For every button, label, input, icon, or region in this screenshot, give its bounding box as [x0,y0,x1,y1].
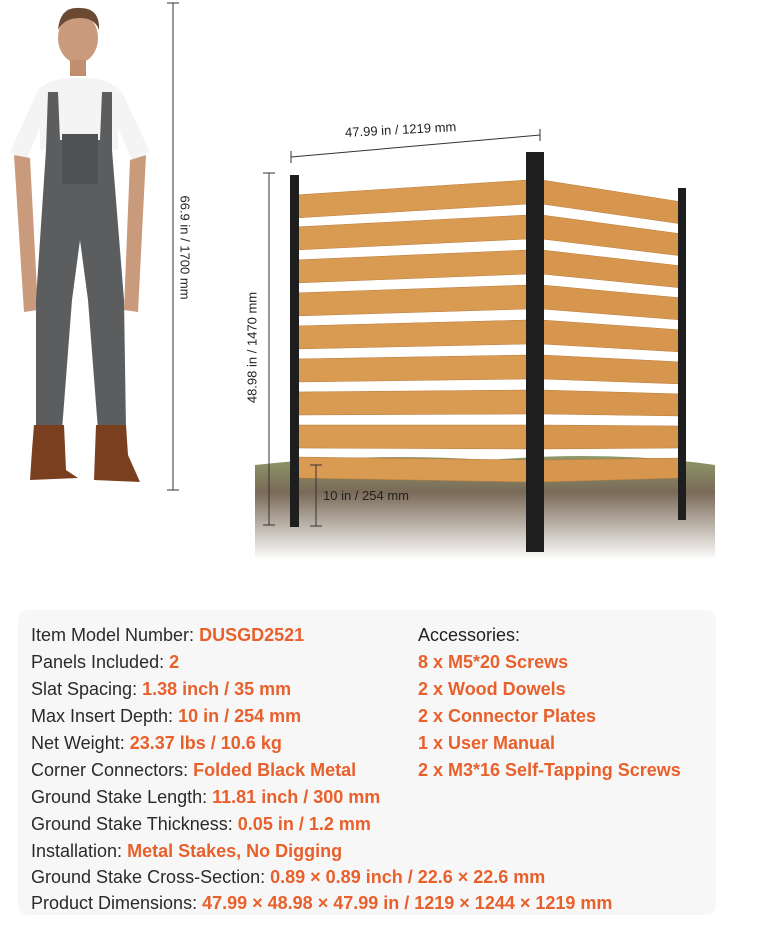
spec-row: Product Dimensions: 47.99 × 48.98 × 47.99 in / 1219 × 1244 × 1219 mm [31,893,613,913]
spec-row: Panels Included: 2 [31,652,180,672]
spec-row: Installation: Metal Stakes, No Digging [31,841,343,861]
insert-depth-label: 10 in / 254 mm [323,488,409,503]
specs-panel [18,610,716,915]
accessory-item: 1 x User Manual [418,733,556,753]
fence-width-label: 47.99 in / 1219 mm [344,119,457,140]
accessory-item: 2 x M3*16 Self-Tapping Screws [418,760,681,780]
spec-row: Item Model Number: DUSGD2521 [31,625,305,645]
spec-row: Ground Stake Cross-Section: 0.89 × 0.89 inch / 22.6 × 22.6 mm [31,867,546,887]
spec-row: Ground Stake Thickness: 0.05 in / 1.2 mm [31,814,371,834]
accessory-item: 2 x Connector Plates [418,706,597,726]
fence-height-line [262,170,276,530]
spec-row: Corner Connectors: Folded Black Metal [31,760,357,780]
person-height-label: 66.9 in / 1700 mm [177,195,193,300]
insert-depth-line [309,462,323,530]
spec-row: Max Insert Depth: 10 in / 254 mm [31,706,302,726]
accessories-title: Accessories: [418,625,521,645]
fence-height-label: 48.98 in / 1470 mm [244,291,260,404]
spec-row: Net Weight: 23.37 lbs / 10.6 kg [31,733,282,753]
spec-row: Slat Spacing: 1.38 inch / 35 mm [31,679,292,699]
accessory-item: 2 x Wood Dowels [418,679,566,699]
spec-row: Ground Stake Length: 11.81 inch / 300 mm [31,787,381,807]
person-illustration [0,0,170,500]
accessory-item: 8 x M5*20 Screws [418,652,569,672]
